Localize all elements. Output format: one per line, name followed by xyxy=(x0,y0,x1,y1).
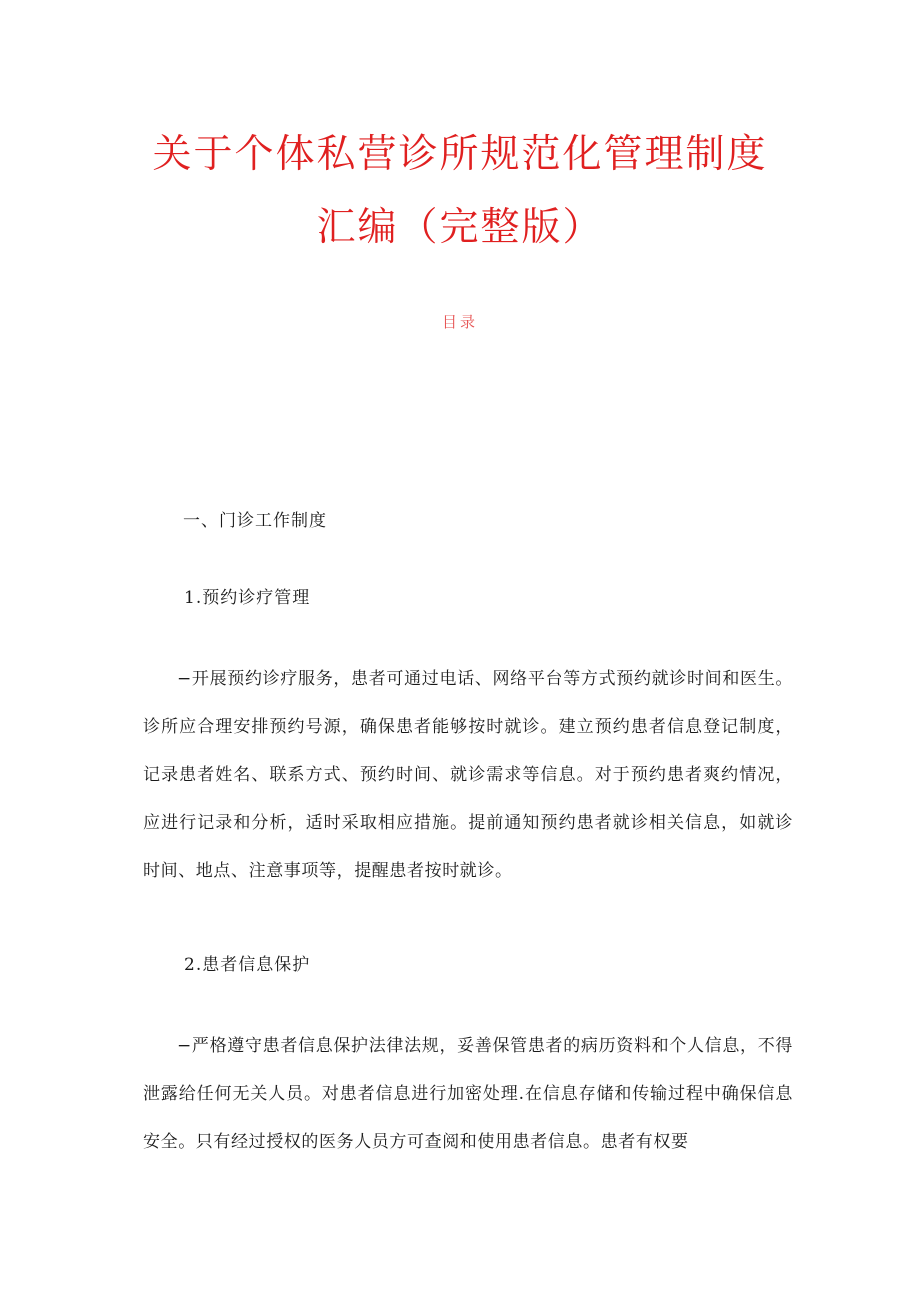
document-title-line-1: 关于个体私营诊所规范化管理制度 xyxy=(152,132,768,177)
section-heading: 一、门诊工作制度 xyxy=(183,511,327,531)
document-title-line-2: 汇编（完整版） xyxy=(316,205,604,250)
subsection-heading-appointment: 1.预约诊疗管理 xyxy=(184,588,311,608)
subsection-heading-privacy: 2.患者信息保护 xyxy=(184,955,311,975)
paragraph-appointment: −开展预约诊疗服务，患者可通过电话、网络平台等方式预约就诊时间和医生。诊所应合理安排预约号源，确保患者能够按时就诊。建立预约患者信息登记制度，记录患者姓名、联系方式、预约时间、就诊需求等信息。对于预约患者爽约情况，应进行记录和分析，适时采取相应措施。提前通知预约患者就诊相关信息，如就诊时间、地点、注意事项等，提醒患者按时就诊。 xyxy=(143,669,793,881)
table-of-contents-label: 目录 xyxy=(441,313,478,331)
paragraph-privacy: −严格遵守患者信息保护法律法规，妥善保管患者的病历资料和个人信息，不得泄露给任何无关人员。对患者信息进行加密处理.在信息存储和传输过程中确保信息安全。只有经过授权的医务人员方可查阅和使用患者信息。患者有权要 xyxy=(143,1036,793,1152)
